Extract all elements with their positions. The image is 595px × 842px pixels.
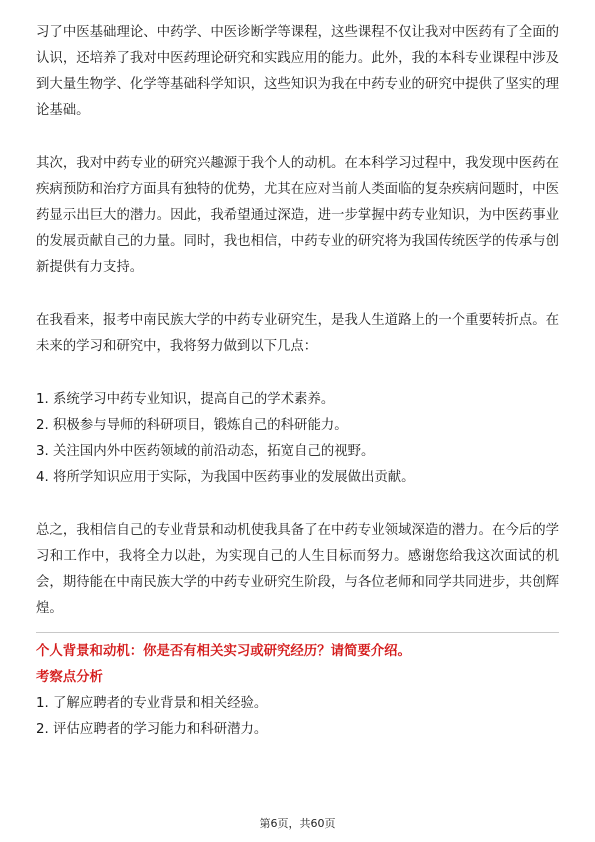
document-page [36, 20, 559, 743]
paragraph-conclusion: 总之，我相信自己的专业背景和动机使我具备了在中药专业领域深造的潜力。在今后的学习和工作中，我将全力以赴，为实现自己的人生目标而努力。感谢您给我这次面试的机会，期待能在中南民族大学的中药专业研究生阶段，与各位老师和同学共同进步，共创辉煌。 [36, 523, 559, 616]
list-item: 4. 将所学知识应用于实际，为我国中医药事业的发展做出贡献。 [36, 470, 415, 485]
list-item: 3. 关注国内外中医药领域的前沿动态，拓宽自己的视野。 [36, 444, 375, 459]
paragraph-gap [36, 281, 559, 308]
page-number: 第6页，共60页 [259, 817, 336, 830]
paragraph-motivation: 其次，我对中药专业的研究兴趣源于我个人的动机。在本科学习过程中，我发现中医药在疾病预防和治疗方面具有独特的优势，尤其在应对当前人类面临的复杂疾病问题时，中医药显示出巨大的潜力。因此，我希望通过深造，进一步掌握中药专业知识，为中医药事业的发展贡献自己的力量。同时，我也相信，中药专业的研究将为我国传统医学的传承与创新提供有力支持。 [36, 156, 559, 275]
list-item: 2. 积极参与导师的科研项目，锻炼自己的科研能力。 [36, 418, 348, 433]
goals-list [36, 387, 559, 491]
list-item: 2. 评估应聘者的学习能力和科研潜力。 [36, 722, 268, 737]
analysis-heading: 考察点分析 [36, 670, 103, 685]
analysis-list [36, 691, 559, 743]
paragraph-gap [36, 124, 559, 151]
list-item: 1. 系统学习中药专业知识，提高自己的学术素养。 [36, 392, 335, 407]
paragraph-turning-point: 在我看来，报考中南民族大学的中药专业研究生，是我人生道路上的一个重要转折点。在未来的学习和研究中，我将努力做到以下几点： [36, 313, 559, 354]
interview-question: 个人背景和动机：你是否有相关实习或研究经历？请简要介绍。 [36, 644, 411, 659]
section-divider [36, 632, 559, 633]
paragraph-gap [36, 360, 559, 387]
paragraph-gap [36, 491, 559, 518]
paragraph-background: 习了中医基础理论、中药学、中医诊断学等课程，这些课程不仅让我对中医药有了全面的认识，还培养了我对中医药理论研究和实践应用的能力。此外，我的本科专业课程中涉及到大量生物学、化学等基础科学知识，这些知识为我在中药专业的研究中提供了坚实的理论基础。 [36, 25, 559, 118]
list-item: 1. 了解应聘者的专业背景和相关经验。 [36, 696, 268, 711]
